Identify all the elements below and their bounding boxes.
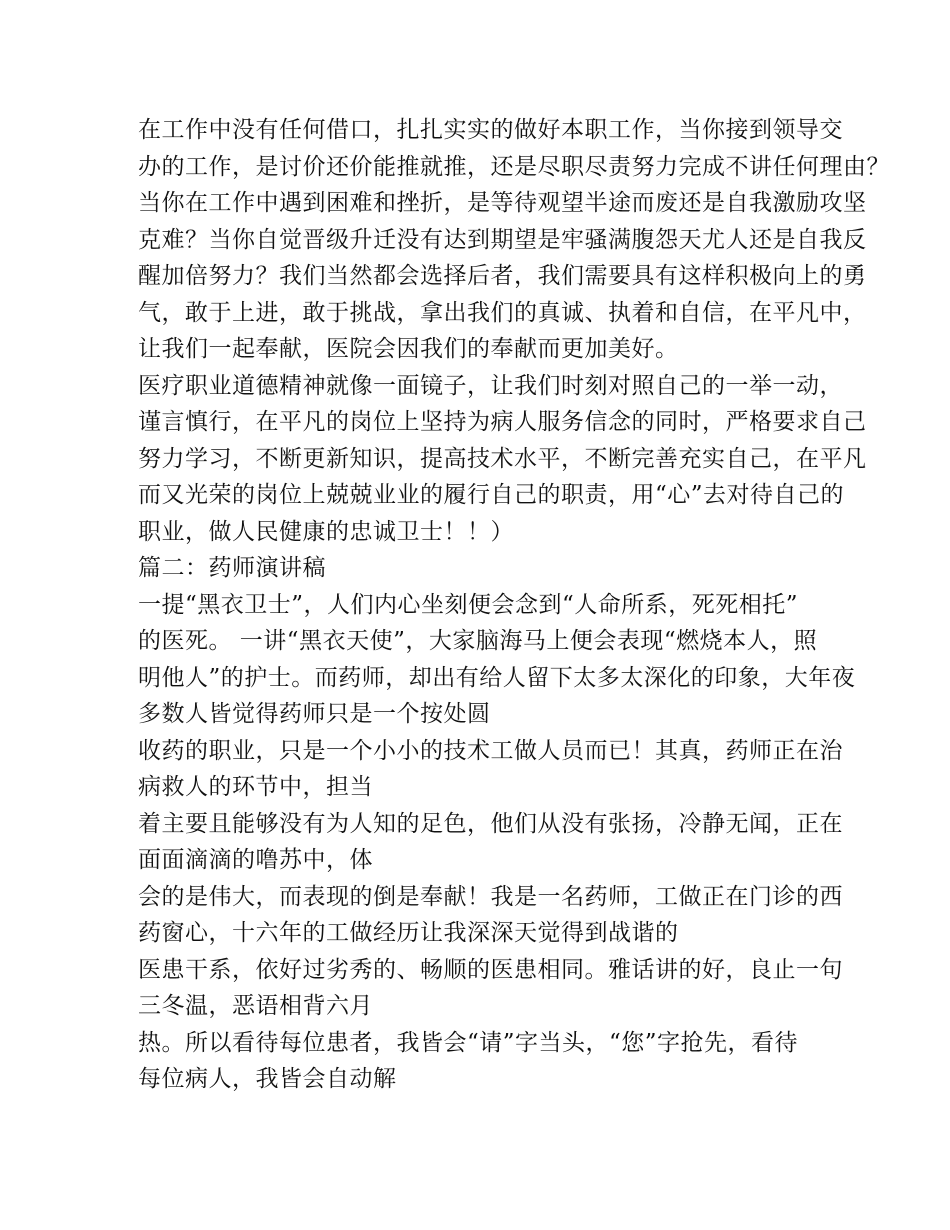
text-line: 气，敢于上进，敢于挑战，拿出我们的真诚、执着和自信，在平凡中， [138,299,867,326]
text-line: 会的是伟大，而表现的倒是奉献！我是一名药师，工做正在门诊的西 [138,883,843,910]
text-line: 而又光荣的岗位上兢兢业业的履行自己的职责，用“心”去对待自己的 [138,482,845,508]
section-heading: 篇二：药师演讲稿 [138,555,326,581]
text-line: 每位病人，我皆会自动解 [138,1066,397,1092]
text-line: 当你在工作中遇到困难和挫折，是等待观望半途而废还是自我激励攻坚 [138,190,867,216]
text-line: 医疗职业道德精神就像一面镜子，让我们时刻对照自己的一举一动， [138,372,843,399]
document-body [138,112,890,1098]
text-line: 醒加倍努力？我们当然都会选择后者，我们需要具有这样积极向上的勇 [138,263,867,289]
text-line: 办的工作，是讨价还价能推就推，还是尽职尽责努力完成不讲任何理由？ [138,153,890,180]
text-line: 在工作中没有任何借口，扎扎实实的做好本职工作，当你接到领导交 [138,117,843,143]
text-line: 的医死。 一讲“黑衣天使”，大家脑海马上便会表现“燃烧本人，照 [138,628,818,654]
text-line: 让我们一起奉献，医院会因我们的奉献而更加美好。 [138,336,679,362]
text-line: 三冬温，恶语相背六月 [138,993,373,1019]
text-line: 职业，做人民健康的忠诚卫士！！） [138,518,514,545]
text-line: 明他人”的护士。而药师，却出有给人留下太多太深化的印象，大年夜 [138,664,856,691]
text-line: 谨言慎行，在平凡的岗位上坚持为病人服务信念的同时，严格要求自己 [138,409,867,435]
text-line: 克难？当你自觉晋级升迁没有达到期望是牢骚满腹怨天尤人还是自我反 [138,226,867,253]
text-line: 努力学习，不断更新知识，提高技术水平，不断完善充实自己，在平凡 [138,445,867,472]
text-line: 医患干系，依好过劣秀的、畅顺的医患相同。雅话讲的好，良止一句 [138,956,843,983]
text-line: 药窗心，十六年的工做经历让我深深天觉得到战谐的 [138,920,679,946]
text-line: 收药的职业，只是一个小小的技术工做人员而已！其真，药师正在治 [138,737,843,764]
text-line: 热。所以看待每位患者，我皆会“请”字当头，“您”字抢先，看待 [138,1029,799,1056]
text-line: 着主要且能够没有为人知的足色，他们从没有张扬，冷静无闻，正在 [138,810,843,837]
text-line: 一提“黑衣卫士”，人们内心坐刻便会念到“人命所系，死死相托” [138,591,799,618]
text-line: 病救人的环节中，担当 [138,774,373,800]
text-line: 面面滴滴的噜苏中，体 [138,847,373,873]
text-line: 多数人皆觉得药师只是一个按处圆 [138,701,491,727]
